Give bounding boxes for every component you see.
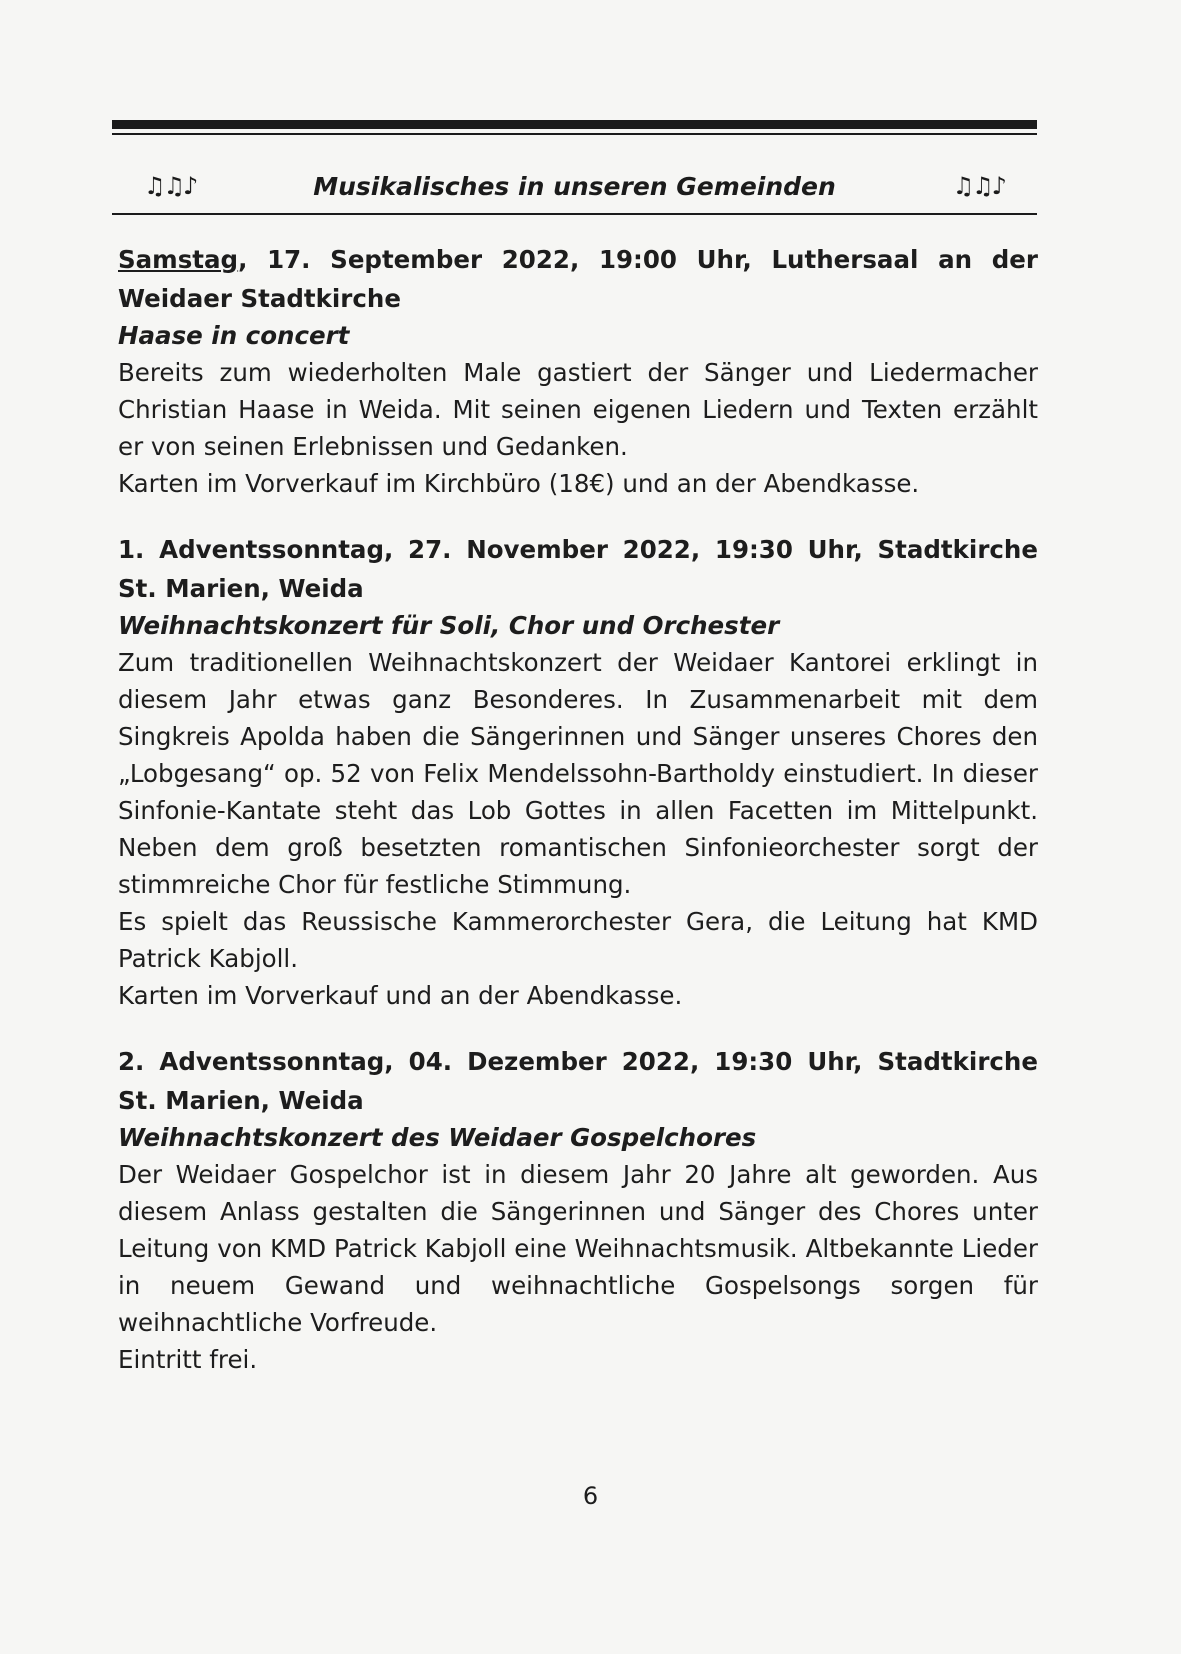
music-notes-right-icon: ♫♫♪ (952, 172, 1005, 200)
page-number: 6 (582, 1482, 599, 1510)
event-item (118, 240, 1038, 502)
section-title: Musikalisches in unseren Gemeinden (313, 172, 836, 201)
event-description: Der Weidaer Gospelchor ist in diesem Jahr 20 Jahre alt geworden. Aus diesem Anlass gestalten die Sängerinnen und Sänger des Chores unter Leitung von KMD Patrick Kabjoll eine Weihnachtsmusik. Altbekannte Lieder in neuem Gewand und weihnachtliche Gospelsongs sorgen für weihnachtliche Vorfreude. (118, 1160, 1038, 1337)
event-tickets: Karten im Vorverkauf und an der Abendkasse. (118, 981, 683, 1010)
music-notes-left-icon: ♫♫♪ (144, 172, 197, 200)
event-performers: Es spielt das Reussische Kammerorchester Gera, die Leitung hat KMD Patrick Kabjoll. (118, 907, 1038, 973)
event-title: Weihnachtskonzert für Soli, Chor und Orchester (118, 611, 780, 640)
event-tickets: Karten im Vorverkauf im Kirchbüro (18€) und an der Abendkasse. (118, 469, 920, 498)
event-heading: 1. Adventssonntag, 27. November 2022, 19:30 Uhr, Stadtkirche St. Marien, Weida (118, 535, 1038, 603)
event-date-underlined: Samstag (118, 245, 239, 274)
event-title: Weihnachtskonzert des Weidaer Gospelchores (118, 1123, 757, 1152)
section-header (112, 170, 1037, 210)
event-description: Zum traditionellen Weihnachtskonzert der Weidaer Kantorei erklingt in diesem Jahr etwas ganz Besonderes. In Zusammenarbeit mit dem Singkreis Apolda haben die Sängerinnen und Sänger unseres Chores den „Lobgesang“ op. 52 von Felix Mendelssohn-Bartholdy einstudiert. In dieser Sinfonie-Kantate steht das Lob Gottes in allen Facetten im Mittelpunkt. Neben dem groß besetzten romantischen Sinfonieorchester sorgt der stimmreiche Chor für festliche Stimmung. (118, 648, 1038, 899)
event-item (118, 1042, 1038, 1378)
event-heading: 2. Adventssonntag, 04. Dezember 2022, 19:30 Uhr, Stadtkirche St. Marien, Weida (118, 1047, 1038, 1115)
top-thin-rule (112, 133, 1037, 135)
event-heading-rest: , 17. September 2022, 19:00 Uhr, Luthersaal an der Weidaer Stadtkirche (118, 245, 1038, 313)
events-list (118, 240, 1038, 1406)
event-heading (118, 240, 1038, 318)
event-item (118, 530, 1038, 1014)
event-description: Bereits zum wiederholten Male gastiert der Sänger und Liedermacher Christian Haase in Weida. Mit seinen eigenen Liedern und Texten erzählt er von seinen Erlebnissen und Gedanken. (118, 358, 1038, 461)
header-bottom-rule (112, 213, 1037, 215)
event-title: Haase in concert (118, 321, 350, 350)
event-admission: Eintritt frei. (118, 1345, 258, 1374)
top-thick-rule (112, 120, 1037, 129)
